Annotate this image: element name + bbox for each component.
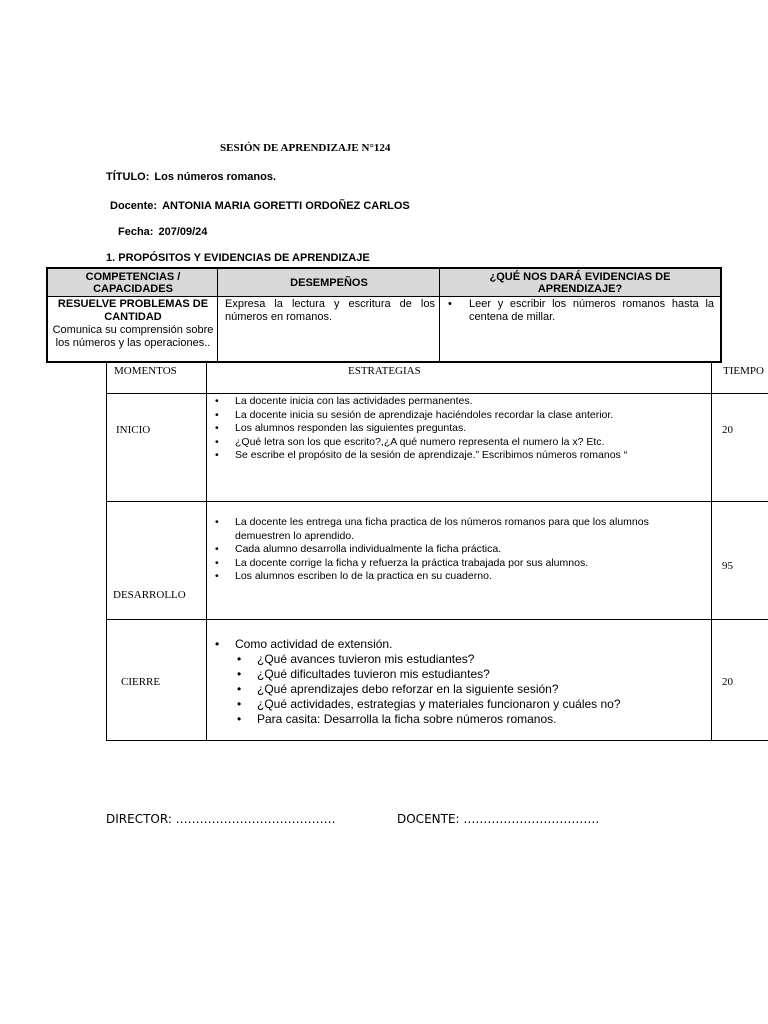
cierre-strategies <box>206 637 706 727</box>
header-estrategias: ESTRATEGIAS <box>348 365 421 377</box>
evidencia-cell <box>440 297 720 361</box>
docente-label: Docente: <box>110 200 158 212</box>
header-evidencias: ¿QUÉ NOS DARÁ EVIDENCIAS DE APRENDIZAJE? <box>440 269 720 297</box>
header-tiempo: TIEMPO <box>723 365 764 377</box>
time-cierre: 20 <box>722 676 733 688</box>
divider <box>217 269 218 361</box>
list-item: • Los alumnos escriben lo de la practica en su cuaderno. <box>206 570 694 584</box>
competencia-cell <box>48 297 218 361</box>
col-divider <box>106 363 107 741</box>
competencia-detail: Comunica su comprensión sobre los números y las operaciones.. <box>52 324 214 349</box>
page-title: SESIÓN DE APRENDIZAJE N°124 <box>220 142 391 154</box>
list-item: • Se escribe el propósito de la sesión de aprendizaje.” Escribimos números romanos “ <box>206 449 706 463</box>
strategies-table <box>106 363 768 741</box>
time-desarrollo: 95 <box>722 560 733 572</box>
list-item: • ¿Qué avances tuvieron mis estudiantes? <box>206 652 706 667</box>
fecha-label: Fecha: <box>118 226 154 238</box>
list-item: • La docente inicia su sesión de aprendizaje haciéndoles recordar la clase anterior. <box>206 409 706 423</box>
list-item: • ¿Qué aprendizajes debo reforzar en la siguiente sesión? <box>206 682 706 697</box>
list-item: • ¿Qué dificultades tuvieron mis estudiantes? <box>206 667 706 682</box>
fecha-line <box>118 226 207 238</box>
bullet-icon: • <box>448 298 452 310</box>
inicio-strategies <box>206 395 706 463</box>
header-momentos: MOMENTOS <box>114 365 177 377</box>
moment-cierre: CIERRE <box>121 676 161 688</box>
moment-desarrollo: DESARROLLO <box>113 589 186 601</box>
desempeno-cell: Expresa la lectura y escritura de los números en romanos. <box>225 298 435 323</box>
list-item: • Cada alumno desarrolla individualmente la ficha práctica. <box>206 543 694 557</box>
evidencia-text: Leer y escribir los números romanos hasta la centena de millar. <box>469 298 714 323</box>
desarrollo-strategies <box>206 516 694 584</box>
section1-heading: 1. PROPÓSITOS Y EVIDENCIAS DE APRENDIZAJE <box>106 252 370 264</box>
divider <box>439 269 440 361</box>
docente-line <box>110 200 410 212</box>
fecha-value: 207/09/24 <box>158 226 208 238</box>
moment-inicio: INICIO <box>116 424 151 436</box>
list-item: • Para casita: Desarrolla la ficha sobre números romanos. <box>206 712 706 727</box>
list-item: • La docente les entrega una ficha practica de los números romanos para que los alumnos demuestren lo aprendido. <box>206 516 694 543</box>
titulo-line <box>106 171 276 183</box>
purposes-table <box>46 267 722 363</box>
list-item: • La docente corrige la ficha y refuerza la práctica trabajada por sus alumnos. <box>206 557 694 571</box>
list-item: • ¿Qué letra son los que escrito?,¿A qué numero representa el numero la x? Etc. <box>206 436 706 450</box>
header-competencias: COMPETENCIAS / CAPACIDADES <box>48 269 218 297</box>
titulo-value: Los números romanos. <box>154 171 277 183</box>
director-signature: DIRECTOR: …………………………………. <box>106 812 336 826</box>
docente-signature: DOCENTE: ……………………………. <box>397 812 600 826</box>
list-item: • ¿Qué actividades, estrategias y materiales funcionaron y cuáles no? <box>206 697 706 712</box>
list-item: • Como actividad de extensión. <box>206 637 706 652</box>
docente-value: ANTONIA MARIA GORETTI ORDOÑEZ CARLOS <box>162 200 410 212</box>
header-desempenos: DESEMPEÑOS <box>218 269 440 297</box>
list-item: • Los alumnos responden las siguientes preguntas. <box>206 422 706 436</box>
competencia-title: RESUELVE PROBLEMAS DE CANTIDAD <box>57 298 209 323</box>
titulo-label: TÍTULO: <box>106 171 150 183</box>
col-divider <box>711 363 712 741</box>
list-item: • La docente inicia con las actividades permanentes. <box>206 395 706 409</box>
time-inicio: 20 <box>722 424 733 436</box>
